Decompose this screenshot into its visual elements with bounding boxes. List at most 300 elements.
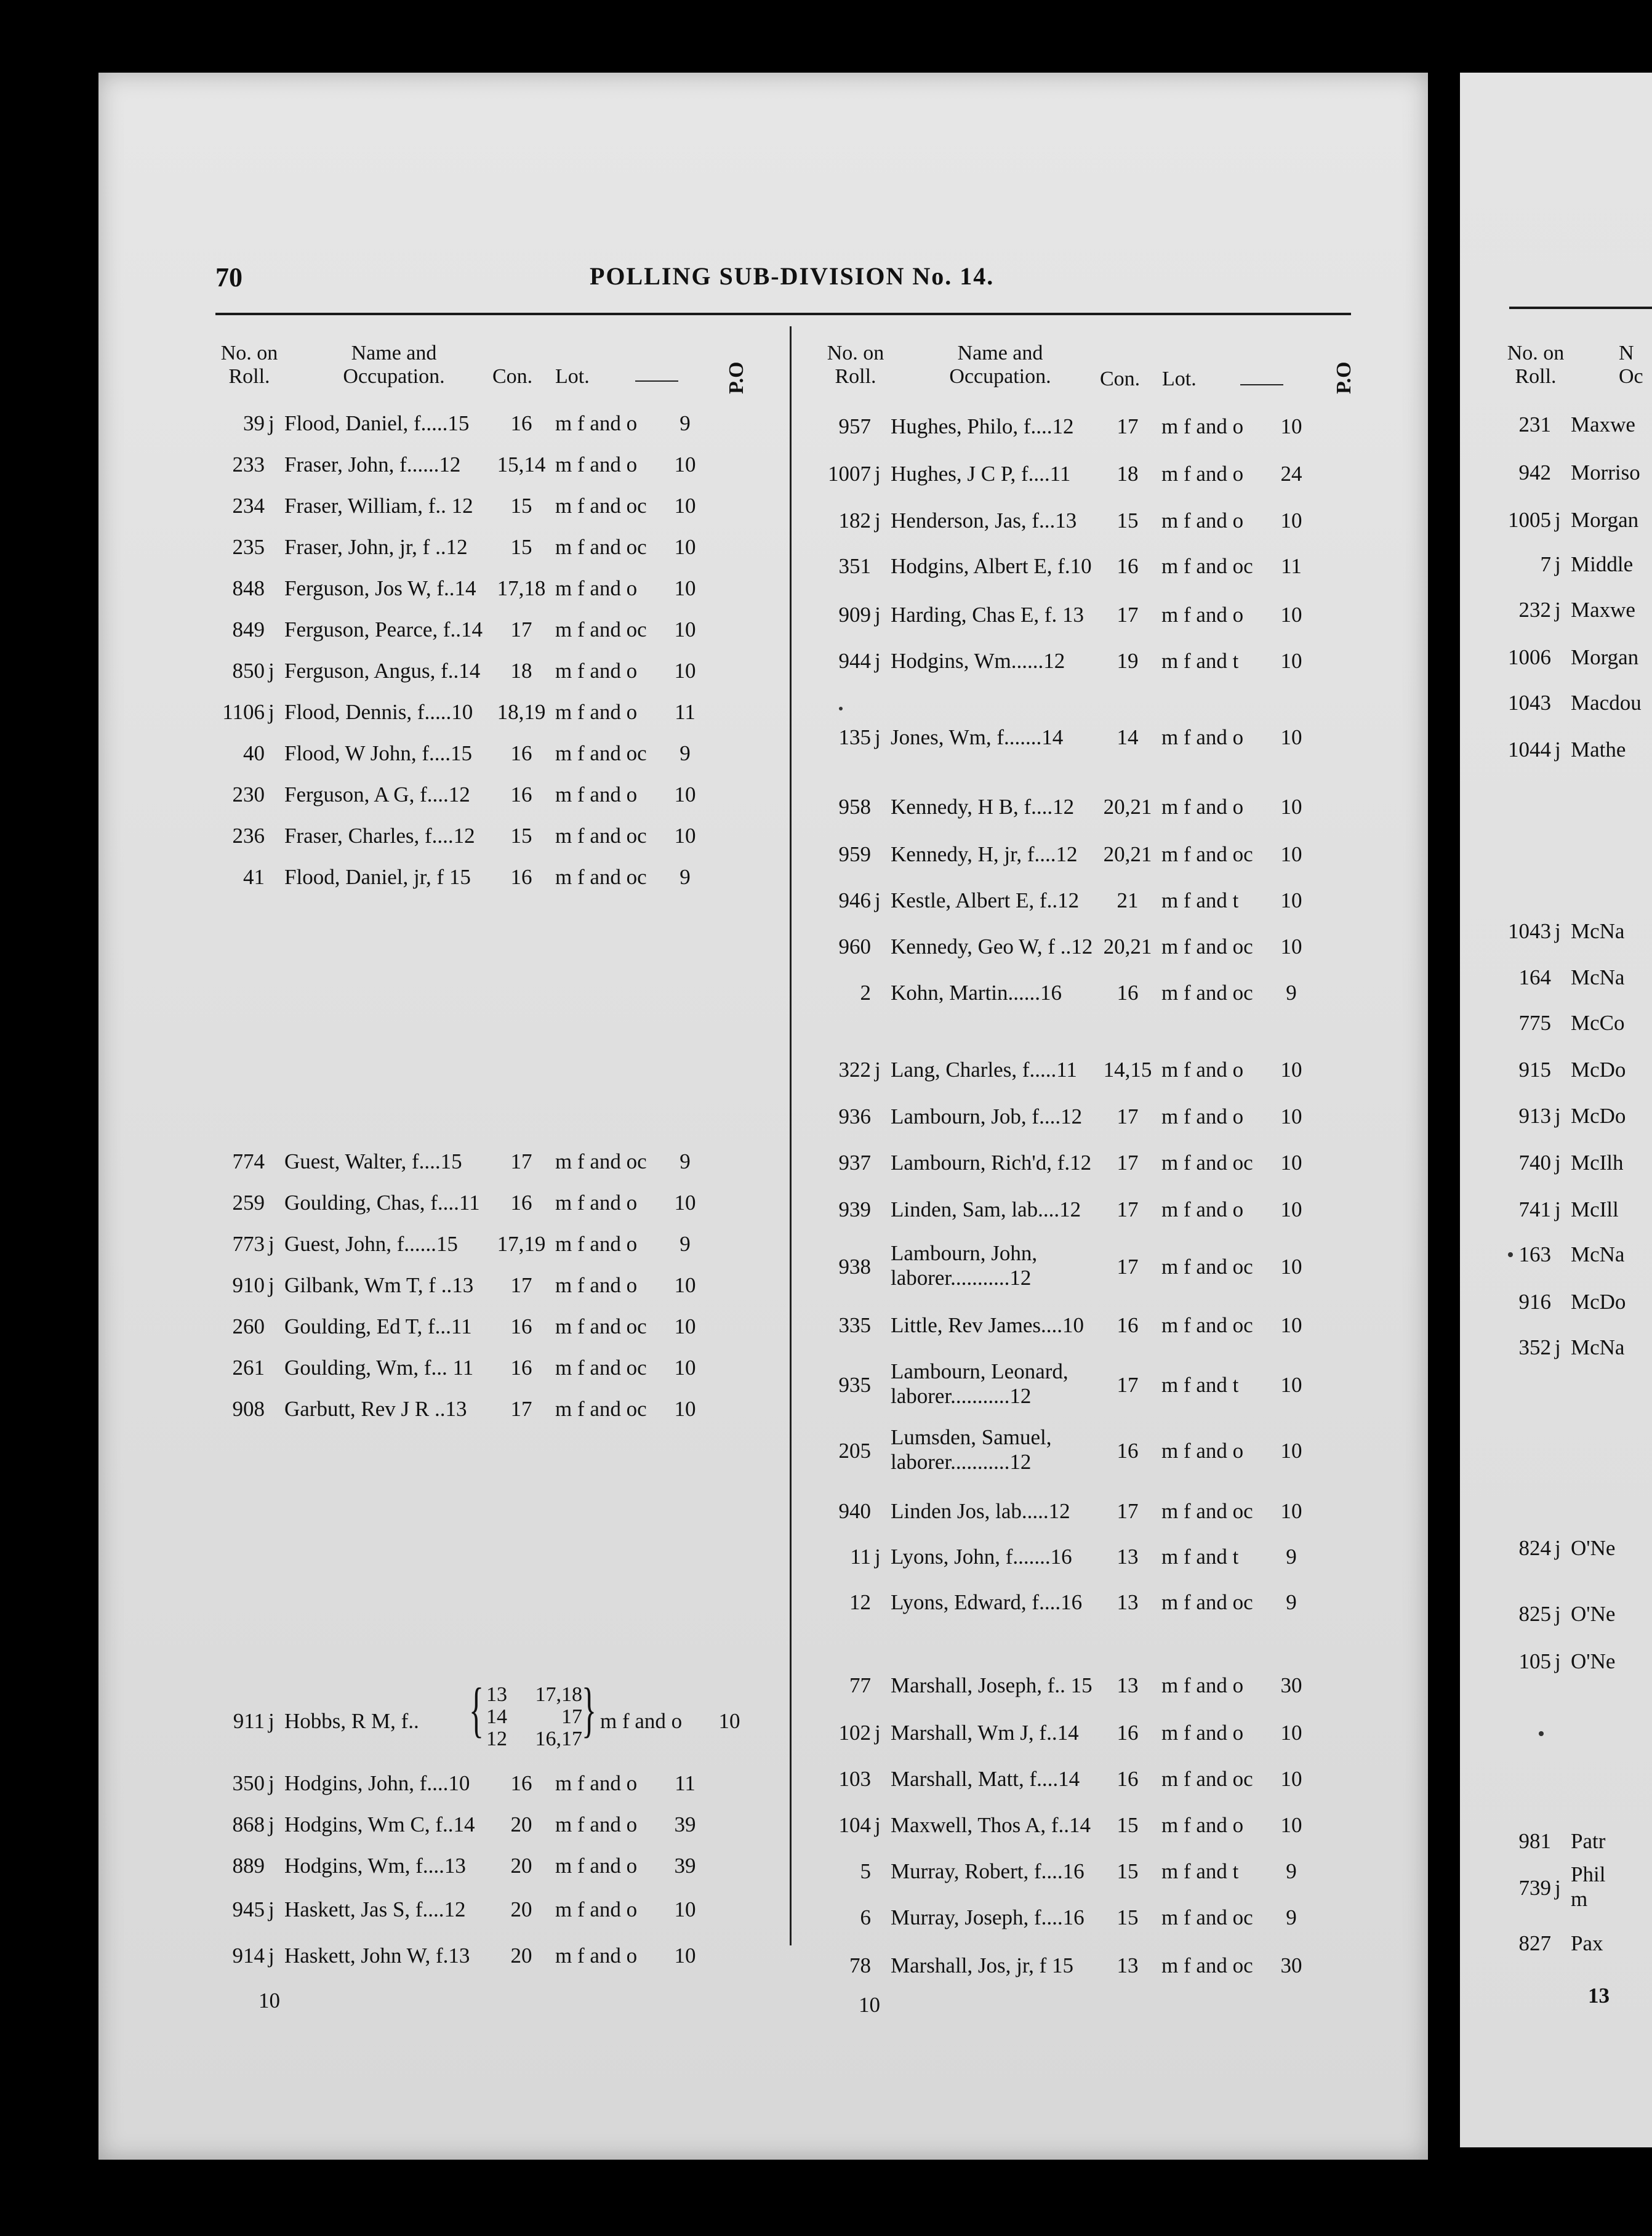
vote-qualification: m f and o xyxy=(1161,795,1244,819)
voter-name: Morriso xyxy=(1571,460,1640,485)
post-office: 10 xyxy=(674,576,696,600)
roll-number: 774 xyxy=(232,1149,265,1173)
roll-number: 981 xyxy=(1518,1829,1551,1853)
table-row xyxy=(1502,1826,1652,1857)
table-row xyxy=(215,1851,732,1881)
roll-number: 940 xyxy=(838,1499,871,1523)
voter-name: Jones, Wm, f.......14 xyxy=(891,725,1064,749)
roll-number: 939 xyxy=(838,1197,871,1221)
roll-number: 741 xyxy=(1518,1197,1551,1221)
lot-number: 20,21 xyxy=(1103,842,1152,866)
table-row xyxy=(215,1229,732,1260)
vote-qualification: m f and o xyxy=(1161,1439,1244,1463)
post-office: 11 xyxy=(675,700,696,724)
voter-name: Hodgins, John, f....10 xyxy=(284,1771,470,1795)
joint-marker: j xyxy=(875,888,881,912)
roll-number: 182 xyxy=(838,509,871,533)
vote-qualification: m f and oc xyxy=(1161,981,1253,1005)
lot-number: 16 xyxy=(510,782,532,806)
header-roll-number xyxy=(822,342,889,388)
joint-marker: j xyxy=(1555,598,1561,622)
voter-name: Kennedy, Geo W, f ..12 xyxy=(891,935,1093,959)
lot-number: 16 xyxy=(1117,981,1139,1005)
voter-name: Haskett, John W, f.13 xyxy=(284,1944,470,1968)
roll-number: 827 xyxy=(1518,1931,1551,1955)
joint-marker: j xyxy=(1555,1151,1561,1175)
post-office: 10 xyxy=(1280,603,1302,627)
vote-qualification: m f and oc xyxy=(1161,842,1253,866)
voter-name: Kennedy, H B, f....12 xyxy=(891,795,1075,819)
lot-number: 17 xyxy=(510,617,532,641)
roll-number: 915 xyxy=(1518,1058,1551,1082)
post-office: 10 xyxy=(1280,1499,1302,1523)
roll-number: 78 xyxy=(849,1953,871,1977)
table-row xyxy=(822,978,1339,1008)
roll-number: 848 xyxy=(232,576,265,600)
voter-name: Maxwe xyxy=(1571,598,1635,622)
voter-name: McDo xyxy=(1571,1104,1626,1128)
roll-number: 230 xyxy=(232,782,265,806)
roll-number: 739 xyxy=(1518,1876,1551,1900)
lot-number: 15 xyxy=(1117,1813,1139,1837)
roll-number: 102 xyxy=(838,1721,871,1745)
vote-qualification: m f and oc xyxy=(1161,1905,1253,1929)
vote-qualification: m f and o xyxy=(1161,725,1244,749)
table-row xyxy=(1502,457,1652,488)
voter-name: O'Ne xyxy=(1571,1602,1616,1626)
post-office: 10 xyxy=(1280,1197,1302,1221)
roll-number: 261 xyxy=(232,1356,265,1380)
vote-qualification: m f and o xyxy=(555,1771,638,1795)
voter-name: Hodgins, Wm......12 xyxy=(891,649,1065,673)
header-name xyxy=(326,342,462,388)
header-name-line1: N xyxy=(1619,342,1634,364)
post-office: 10 xyxy=(674,494,696,518)
lot-number: 16 xyxy=(510,741,532,765)
roll-number: 77 xyxy=(849,1673,871,1697)
post-office: 10 xyxy=(674,1314,696,1338)
voter-name: McDo xyxy=(1571,1290,1626,1314)
vote-qualification: m f and t xyxy=(1161,1859,1239,1883)
joint-marker: j xyxy=(875,509,881,533)
roll-number: 40 xyxy=(243,741,265,765)
roll-number: 351 xyxy=(838,554,871,578)
voter-name: McNa xyxy=(1571,965,1625,989)
print-speck xyxy=(1539,1731,1544,1736)
table-row xyxy=(1502,916,1652,947)
voter-name: Phil xyxy=(1571,1862,1606,1886)
header-dash xyxy=(635,380,678,382)
vote-qualification: m f and o xyxy=(555,1812,638,1836)
table-row xyxy=(822,1194,1339,1225)
voter-name: McNa xyxy=(1571,1242,1625,1266)
vote-qualification: m f and o xyxy=(600,1709,683,1733)
lot-number: 15 xyxy=(1117,1905,1139,1929)
post-office: 10 xyxy=(674,1273,696,1297)
table-row xyxy=(1502,1599,1652,1630)
post-office: 10 xyxy=(718,1709,740,1733)
roll-number: 945 xyxy=(232,1897,265,1921)
post-office: 10 xyxy=(1280,888,1302,912)
voter-occupation: laborer...........12 xyxy=(891,1266,1032,1290)
table-row xyxy=(215,1809,732,1840)
post-office: 10 xyxy=(674,617,696,641)
voter-occupation: laborer...........12 xyxy=(891,1450,1032,1474)
lot-number: 16 xyxy=(1117,1721,1139,1745)
joint-marker: j xyxy=(1555,1335,1561,1359)
roll-number: 335 xyxy=(838,1313,871,1337)
voter-name: McDo xyxy=(1571,1058,1626,1082)
header-roll-line2: Roll. xyxy=(1515,365,1557,388)
joint-marker: j xyxy=(1555,1536,1561,1560)
roll-number: 1043 xyxy=(1508,919,1551,943)
voter-name: Haskett, Jas S, f....12 xyxy=(284,1897,466,1921)
table-row xyxy=(1502,1194,1652,1225)
lot-number: 20,21 xyxy=(1103,795,1152,819)
table-row xyxy=(822,1856,1339,1887)
voter-name: Linden Jos, lab.....12 xyxy=(891,1499,1070,1523)
roll-number: 824 xyxy=(1518,1536,1551,1560)
roll-number: 163 xyxy=(1518,1242,1551,1266)
roll-number: 1106 xyxy=(222,700,265,724)
print-speck xyxy=(839,707,843,710)
roll-number: 164 xyxy=(1518,965,1551,989)
lot-number: 16 xyxy=(510,1356,532,1380)
header-name-line1: Name and xyxy=(957,342,1043,364)
left-footer: 10 xyxy=(259,1989,280,2013)
voter-name: Mathe xyxy=(1571,738,1626,762)
joint-marker: j xyxy=(1555,1602,1561,1626)
voter-name: Flood, Daniel, jr, f 15 xyxy=(284,865,471,889)
voter-name: Flood, Daniel, f.....15 xyxy=(284,411,470,435)
table-row xyxy=(215,1270,732,1301)
roll-number: 135 xyxy=(838,725,871,749)
lot-number: 21 xyxy=(1117,888,1139,912)
post-office: 10 xyxy=(674,1191,696,1215)
post-office: 10 xyxy=(674,1944,696,1968)
voter-name: Linden, Sam, lab....12 xyxy=(891,1197,1081,1221)
lot-number: 15 xyxy=(510,824,532,848)
post-office: 30 xyxy=(1280,1953,1302,1977)
column-divider xyxy=(790,326,792,1945)
vote-qualification: m f and o xyxy=(555,1273,638,1297)
joint-marker: j xyxy=(268,1897,275,1921)
table-row xyxy=(822,1670,1339,1701)
vote-qualification: m f and oc xyxy=(1161,1499,1253,1523)
post-office: 9 xyxy=(680,865,691,889)
vote-qualification: m f and o xyxy=(1161,1197,1244,1221)
voter-name: Fraser, Charles, f....12 xyxy=(284,824,475,848)
vote-qualification: m f and o xyxy=(1161,1721,1244,1745)
lot-number: 13 xyxy=(1117,1545,1139,1569)
roll-number: 916 xyxy=(1518,1290,1551,1314)
header-roll-line1: No. on xyxy=(220,342,278,364)
vote-qualification: m f and o xyxy=(555,700,638,724)
table-row xyxy=(822,1496,1339,1527)
roll-number: 868 xyxy=(232,1812,265,1836)
header-name-line2: Oc xyxy=(1619,365,1643,388)
vote-qualification: m f and t xyxy=(1161,649,1239,673)
voter-name: Fraser, John, jr, f ..12 xyxy=(284,535,468,559)
post-office: 10 xyxy=(1280,1721,1302,1745)
vote-qualification: m f and o xyxy=(1161,1813,1244,1837)
voter-occupation: m xyxy=(1571,1887,1588,1911)
post-office: 9 xyxy=(680,411,691,435)
voter-name: Ferguson, Angus, f..14 xyxy=(284,659,481,683)
lot-number: 17 xyxy=(510,1397,532,1421)
voter-name: McIll xyxy=(1571,1197,1619,1221)
table-row xyxy=(822,1542,1339,1572)
vote-qualification: m f and o xyxy=(555,1854,638,1878)
vote-qualification: m f and o xyxy=(1161,1673,1244,1697)
con-value: 13 xyxy=(486,1683,507,1706)
vote-qualification: m f and oc xyxy=(555,865,647,889)
post-office: 10 xyxy=(674,824,696,848)
roll-number: 908 xyxy=(232,1397,265,1421)
roll-number: 910 xyxy=(232,1273,265,1297)
header-po: P.O xyxy=(1333,361,1355,394)
table-row xyxy=(215,1394,732,1425)
vote-qualification: m f and o xyxy=(555,1191,638,1215)
table-row xyxy=(215,1940,732,1971)
voter-name: Goulding, Ed T, f...11 xyxy=(284,1314,472,1338)
post-office: 10 xyxy=(1280,1104,1302,1128)
voter-name: Ferguson, A G, f....12 xyxy=(284,782,470,806)
voter-name: Middle xyxy=(1571,552,1634,576)
header-rule xyxy=(215,313,1351,315)
joint-marker: j xyxy=(875,1813,881,1837)
next-page-header-rule xyxy=(1509,307,1652,309)
header-name xyxy=(1619,342,1652,388)
vote-qualification: m f and oc xyxy=(555,494,647,518)
post-office: 10 xyxy=(1280,414,1302,438)
table-row xyxy=(1502,595,1652,625)
joint-marker: j xyxy=(268,659,275,683)
voter-name: Hodgins, Wm, f....13 xyxy=(284,1854,466,1878)
vote-qualification: m f and o xyxy=(1161,1058,1244,1082)
voter-name: Henderson, Jas, f...13 xyxy=(891,509,1077,533)
roll-number: 7 xyxy=(1540,552,1551,576)
table-row xyxy=(1502,505,1652,536)
voter-name: Maxwe xyxy=(1571,412,1635,436)
table-row xyxy=(822,839,1339,870)
roll-number: 959 xyxy=(838,842,871,866)
lot-values xyxy=(523,1684,582,1750)
lot-number: 13 xyxy=(1117,1590,1139,1614)
post-office: 10 xyxy=(1280,1255,1302,1279)
vote-qualification: m f and o xyxy=(555,411,638,435)
table-row xyxy=(1502,1533,1652,1564)
joint-marker: j xyxy=(268,1273,275,1297)
table-row xyxy=(822,1148,1339,1178)
header-lot: Lot. xyxy=(555,365,590,388)
roll-number: 825 xyxy=(1518,1602,1551,1626)
joint-marker: j xyxy=(268,1232,275,1256)
next-page-footer: 13 xyxy=(1588,1984,1610,2008)
table-row xyxy=(215,614,732,645)
voter-name: Maxwell, Thos A, f..14 xyxy=(891,1813,1091,1837)
voter-name: Marshall, Matt, f....14 xyxy=(891,1767,1080,1791)
table-row xyxy=(215,573,732,604)
roll-number: 231 xyxy=(1518,412,1551,436)
roll-number: 232 xyxy=(1518,598,1551,622)
header-roll-line2: Roll. xyxy=(835,365,876,388)
roll-number: 205 xyxy=(838,1439,871,1463)
lot-number: 17 xyxy=(510,1149,532,1173)
lot-number: 15 xyxy=(510,535,532,559)
voter-name: Goulding, Chas, f....11 xyxy=(284,1191,480,1215)
roll-number: 350 xyxy=(232,1771,265,1795)
vote-qualification: m f and o xyxy=(1161,603,1244,627)
con-values xyxy=(486,1684,507,1750)
joint-marker: j xyxy=(875,1058,881,1082)
roll-number: 1044 xyxy=(1508,738,1551,762)
header-roll-number xyxy=(1502,342,1570,388)
lot-number: 15 xyxy=(1117,509,1139,533)
lot-number: 13 xyxy=(1117,1673,1139,1697)
table-row xyxy=(215,779,732,810)
table-row xyxy=(215,656,732,686)
lot-number: 17 xyxy=(1117,1104,1139,1128)
post-office: 10 xyxy=(1280,509,1302,533)
voter-name: O'Ne xyxy=(1571,1649,1616,1673)
voter-name: Ferguson, Pearce, f..14 xyxy=(284,617,483,641)
table-row xyxy=(215,449,732,480)
vote-qualification: m f and oc xyxy=(555,824,647,848)
voter-name: Hughes, Philo, f....12 xyxy=(891,414,1074,438)
table-row xyxy=(822,646,1339,677)
post-office: 39 xyxy=(674,1854,696,1878)
joint-marker: j xyxy=(1555,919,1561,943)
table-row xyxy=(822,1902,1339,1933)
post-office: 11 xyxy=(675,1771,696,1795)
lot-number: 19 xyxy=(1117,649,1139,673)
lot-number: 17 xyxy=(1117,1255,1139,1279)
lot-number: 17 xyxy=(1117,1499,1139,1523)
table-row xyxy=(822,1101,1339,1132)
table-row xyxy=(1502,1646,1652,1677)
table-row xyxy=(822,792,1339,822)
table-row xyxy=(822,1810,1339,1841)
header-roll-number xyxy=(215,342,283,388)
post-office: 10 xyxy=(1280,795,1302,819)
table-row xyxy=(1502,962,1652,993)
table-row xyxy=(822,1950,1339,1981)
roll-number: 849 xyxy=(232,617,265,641)
post-office: 30 xyxy=(1280,1673,1302,1697)
voter-name: Marshall, Joseph, f.. 15 xyxy=(891,1673,1093,1697)
vote-qualification: m f and oc xyxy=(1161,1151,1253,1175)
table-row xyxy=(822,722,1339,753)
roll-number: 260 xyxy=(232,1314,265,1338)
table-row xyxy=(822,1359,1339,1408)
post-office: 10 xyxy=(1280,1439,1302,1463)
table-row xyxy=(822,1055,1339,1085)
table-row xyxy=(1502,1101,1652,1132)
roll-number: 104 xyxy=(838,1813,871,1837)
post-office: 10 xyxy=(674,1356,696,1380)
table-row xyxy=(215,1146,732,1177)
roll-number: 911 xyxy=(233,1709,265,1733)
roll-number: 12 xyxy=(849,1590,871,1614)
voter-name: Guest, Walter, f....15 xyxy=(284,1149,462,1173)
voter-name: Pax xyxy=(1571,1931,1603,1955)
lot-number: 17 xyxy=(510,1273,532,1297)
table-row xyxy=(1502,642,1652,673)
voter-name: Goulding, Wm, f... 11 xyxy=(284,1356,474,1380)
voter-name: Lang, Charles, f.....11 xyxy=(891,1058,1077,1082)
post-office: 10 xyxy=(1280,842,1302,866)
lot-number: 17 xyxy=(1117,603,1139,627)
table-row xyxy=(215,1353,732,1383)
header-po: P.O xyxy=(725,361,748,394)
voter-name: Lambourn, Job, f....12 xyxy=(891,1104,1083,1128)
joint-marker: j xyxy=(875,462,881,486)
lot-number: 16 xyxy=(510,865,532,889)
roll-number: 322 xyxy=(838,1058,871,1082)
table-row xyxy=(822,459,1339,489)
voter-name: Flood, Dennis, f.....10 xyxy=(284,700,473,724)
vote-qualification: m f and oc xyxy=(1161,1313,1253,1337)
con-value: 12 xyxy=(486,1727,507,1750)
lot-number: 18 xyxy=(1117,462,1139,486)
vote-qualification: m f and oc xyxy=(555,1149,647,1173)
joint-marker: j xyxy=(268,1812,275,1836)
roll-number: 352 xyxy=(1518,1335,1551,1359)
right-footer: 10 xyxy=(859,1993,880,2017)
joint-marker: j xyxy=(1555,1197,1561,1221)
voter-name: Little, Rev James....10 xyxy=(891,1313,1084,1337)
table-row xyxy=(822,600,1339,630)
vote-qualification: m f and oc xyxy=(555,535,647,559)
joint-marker: j xyxy=(875,1545,881,1569)
lot-value: 16,17 xyxy=(535,1727,582,1750)
table-row xyxy=(822,505,1339,536)
roll-number: 740 xyxy=(1518,1151,1551,1175)
post-office: 10 xyxy=(1280,935,1302,959)
voter-name: Garbutt, Rev J R ..13 xyxy=(284,1397,467,1421)
joint-marker: j xyxy=(1555,738,1561,762)
vote-qualification: m f and oc xyxy=(1161,1255,1253,1279)
table-row xyxy=(215,1188,732,1218)
roll-number: 5 xyxy=(860,1859,871,1883)
roll-number: 11 xyxy=(850,1545,871,1569)
table-row xyxy=(1502,1008,1652,1039)
vote-qualification: m f and oc xyxy=(1161,935,1253,959)
voter-name: Murray, Robert, f....16 xyxy=(891,1859,1085,1883)
lot-number: 15 xyxy=(1117,1859,1139,1883)
lot-number: 17,18 xyxy=(497,576,546,600)
table-row xyxy=(215,1768,732,1799)
lot-number: 14,15 xyxy=(1103,1058,1152,1082)
voter-name: Lumsden, Samuel, xyxy=(891,1425,1052,1449)
voter-name: Kestle, Albert E, f..12 xyxy=(891,888,1080,912)
table-row xyxy=(822,1241,1339,1290)
table-row xyxy=(1502,1055,1652,1085)
voter-name: Lambourn, Leonard, xyxy=(891,1359,1069,1383)
lot-number: 13 xyxy=(1117,1953,1139,1977)
joint-marker: j xyxy=(1555,1104,1561,1128)
roll-number: 1043 xyxy=(1508,691,1551,715)
table-row xyxy=(822,931,1339,962)
voter-name: Hobbs, R M, f.. xyxy=(284,1709,419,1733)
page-number: 70 xyxy=(215,262,243,292)
voter-name: McIlh xyxy=(1571,1151,1624,1175)
lot-number: 17 xyxy=(1117,1373,1139,1397)
roll-number: 103 xyxy=(838,1767,871,1791)
vote-qualification: m f and oc xyxy=(555,741,647,765)
vote-qualification: m f and o xyxy=(555,1232,638,1256)
